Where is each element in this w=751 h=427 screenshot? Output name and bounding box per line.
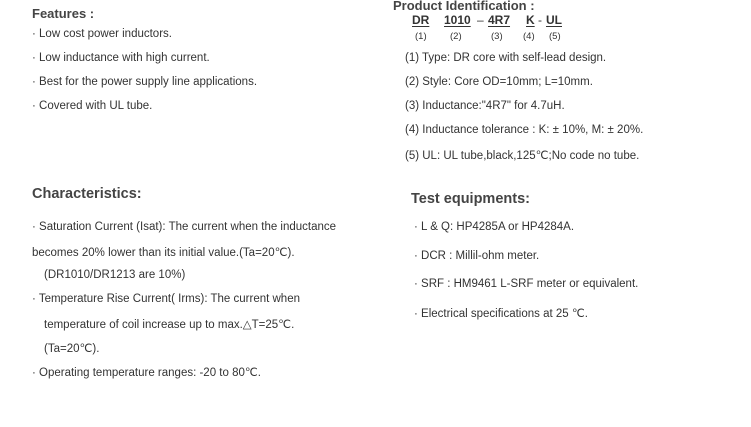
test-equipment-item: · Electrical specifications at 25 ℃.	[414, 308, 588, 320]
characteristics-line: · Saturation Current (Isat): The current when the inductance	[32, 221, 337, 233]
features-item: · Covered with UL tube.	[32, 100, 153, 112]
code-style: 1010	[444, 13, 471, 27]
code-number: (5)	[549, 31, 561, 42]
characteristics-line: · Operating temperature ranges: -20 to 80℃.	[32, 367, 261, 379]
code-ul: UL	[546, 13, 562, 27]
code-number: (3)	[491, 31, 503, 42]
features-heading: Features :	[32, 6, 95, 21]
characteristics-heading: Characteristics:	[32, 186, 142, 202]
features-item: · Best for the power supply line applications.	[32, 76, 258, 88]
product-id-item: (5) UL: UL tube,black,125℃;No code no tube.	[405, 150, 640, 162]
test-equipment-item: · DCR : Millil-ohm meter.	[414, 250, 540, 262]
features-item: · Low inductance with high current.	[32, 52, 210, 64]
characteristics-line: · Temperature Rise Current( Irms): The current when	[32, 293, 300, 305]
product-id-item: (2) Style: Core OD=10mm; L=10mm.	[405, 76, 593, 88]
code-number: (2)	[450, 31, 462, 42]
code-inductance: 4R7	[488, 13, 511, 27]
test-equipment-item: · L & Q: HP4285A or HP4284A.	[414, 221, 575, 233]
code-tolerance: K	[526, 13, 535, 27]
test-equipments-heading: Test equipments:	[411, 191, 530, 207]
features-item: · Low cost power inductors.	[32, 28, 172, 40]
characteristics-line: becomes 20% lower than its initial value.(Ta=20℃).	[32, 247, 295, 259]
product-id-item: (3) Inductance:"4R7" for 4.7uH.	[405, 100, 565, 112]
characteristics-line: temperature of coil increase up to max.△T=25℃.	[44, 319, 295, 331]
product-id-item: (4) Inductance tolerance : K: ± 10%, M: ± 20%.	[405, 124, 644, 136]
code-type: DR	[412, 13, 430, 27]
characteristics-line: (Ta=20℃).	[44, 343, 100, 355]
code-separator: –	[477, 13, 484, 27]
code-separator: -	[538, 13, 542, 27]
characteristics-line: (DR1010/DR1213 are 10%)	[44, 269, 186, 281]
test-equipment-item: · SRF : HM9461 L-SRF meter or equivalent.	[414, 278, 639, 290]
product-identification-heading: Product Identification :	[393, 0, 535, 13]
product-id-item: (1) Type: DR core with self-lead design.	[405, 52, 607, 64]
code-number: (4)	[523, 31, 535, 42]
code-number: (1)	[415, 31, 427, 42]
